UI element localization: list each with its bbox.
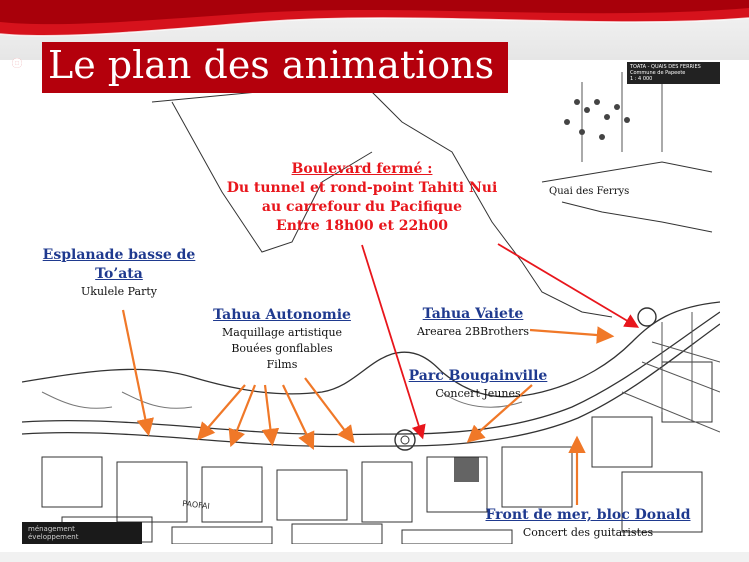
zone-autonomie-title: Tahua Autonomie [213,307,351,323]
zone-vaiete [408,305,538,339]
zone-autonomie [196,306,368,373]
stamp-line-1: TOATA - QUAIS DES FERRIES [630,64,701,70]
zone-vaiete-title: Tahua Vaiete [422,306,524,322]
zone-front-sub: Concert des guitaristes [522,526,654,539]
stamp-line-2: Commune de Papeete [630,70,686,76]
zone-front-de-mer [478,506,698,540]
zone-bougainville-sub: Concert Jeunes [435,387,521,400]
page-title: Le plan des animations [48,43,495,87]
logo-line-1: ménagement [28,525,75,533]
agency-logo [22,522,142,544]
zone-bougainville [404,367,552,401]
zone-esplanade-title-1: Esplanade basse de [42,247,196,263]
zone-front-title: Front de mer, bloc Donald [485,507,691,523]
zone-esplanade-sub: Ukulele Party [81,285,157,298]
logo-line-2: éveloppement [28,533,79,541]
boulevard-line-4: Entre 18h00 et 22h00 [276,218,448,234]
zone-autonomie-sub-2: Bouées gonflables [231,342,333,355]
zone-esplanade [40,246,198,299]
map-stamp [627,62,720,84]
zone-esplanade-title-2: To’ata [95,266,143,282]
boulevard-closure-notice [212,160,512,236]
boulevard-line-2: Du tunnel et rond-point Tahiti Nui [226,180,498,196]
boulevard-line-1: Boulevard fermé : [291,161,433,177]
quai-des-ferrys-label: Quai des Ferrys [549,186,630,197]
street-label-paofai: PAOFAI [181,499,211,511]
boulevard-line-3: au carrefour du Pacifique [261,199,463,215]
city-map [22,62,720,544]
slide-bottom-band [0,552,749,562]
slide-bullet [12,58,22,68]
zone-bougainville-title: Parc Bougainville [408,368,548,384]
zone-vaiete-sub: Arearea 2BBrothers [416,325,530,338]
zone-autonomie-sub-1: Maquillage artistique [221,326,343,339]
stamp-line-3: 1 : 4 000 [630,76,653,82]
zone-autonomie-sub-3: Films [266,358,298,371]
